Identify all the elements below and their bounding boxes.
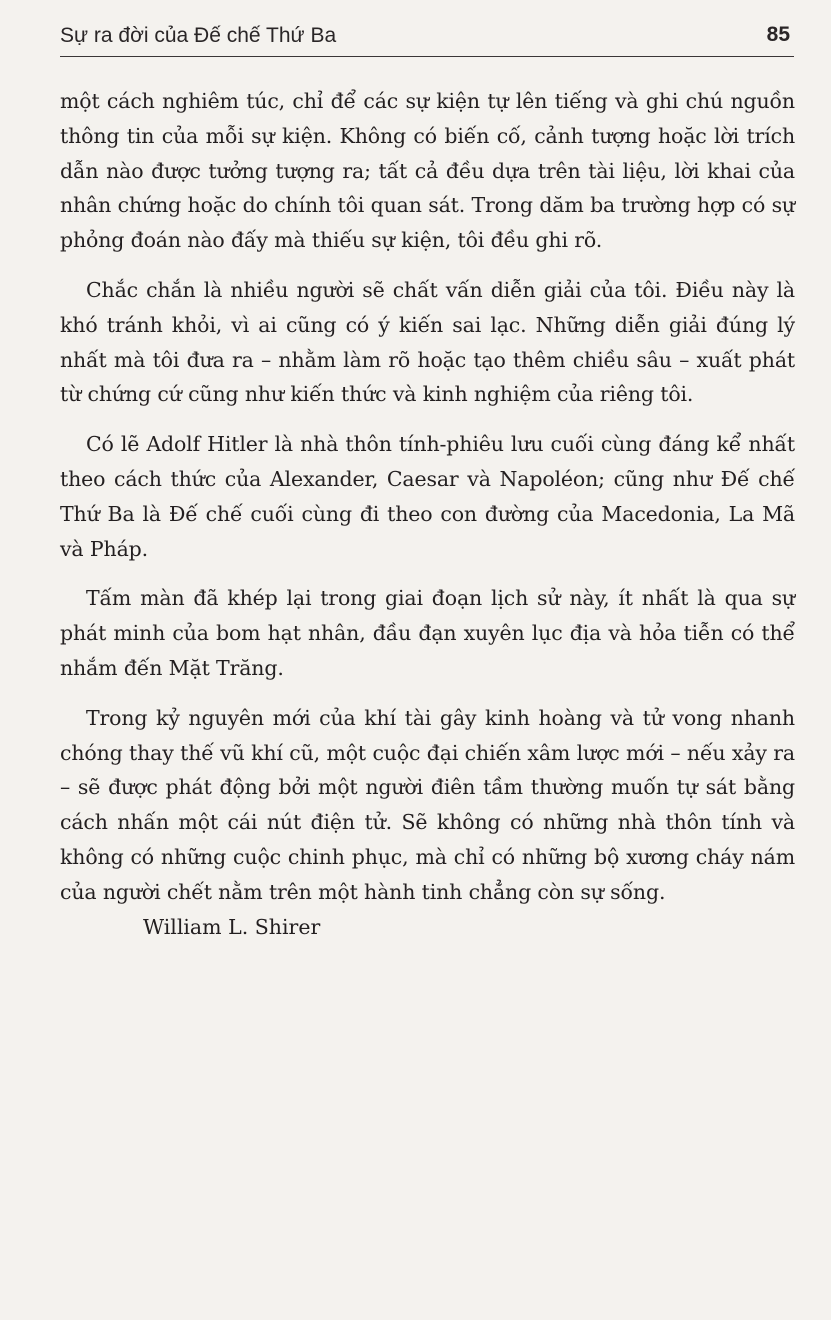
paragraph-5: Trong kỷ nguyên mới của khí tài gây kinh hoàng và tử vong nhanh chóng thay thế vũ khí cũ, một cuộc đại chiến xâm lược mới – nếu xảy ra – sẽ được phát động bởi một người điên tầm thường muốn tự sát bằng cách nhấn một cái nút điện tử. Sẽ không có những nhà thôn tính và không có những cuộc chinh phục, mà chỉ có những bộ xương cháy nám của người chết nằm trên một hành tinh chẳng còn sự sống.	[60, 705, 795, 904]
paragraph-2: Chắc chắn là nhiều người sẽ chất vấn diễn giải của tôi. Điều này là khó tránh khỏi, vì ai cũng có ý kiến sai lạc. Những diễn giải đúng lý nhất mà tôi đưa ra – nhằm làm rõ hoặc tạo thêm chiều sâu – xuất phát từ chứng cứ cũng như kiến thức và kinh nghiệm của riêng tôi.	[60, 277, 795, 407]
body-text	[60, 84, 795, 925]
author-signature: William L. Shirer	[143, 915, 321, 939]
page-number: 85	[766, 23, 790, 46]
chapter-title: Sự ra đời của Đế chế Thứ Ba	[60, 24, 337, 47]
paragraph-3: Có lẽ Adolf Hitler là nhà thôn tính-phiêu lưu cuối cùng đáng kể nhất theo cách thức của Alexander, Caesar và Napoléon; cũng như Đế chế Thứ Ba là Đế chế cuối cùng đi theo con đường của Macedonia, La Mã và Pháp.	[60, 432, 795, 561]
paragraph-4: Tấm màn đã khép lại trong giai đoạn lịch sử này, ít nhất là qua sự phát minh của bom hạt nhân, đầu đạn xuyên lục địa và hỏa tiễn có thể nhắm đến Mặt Trăng.	[60, 586, 795, 680]
paragraph-1: một cách nghiêm túc, chỉ để các sự kiện tự lên tiếng và ghi chú nguồn thông tin của mỗi sự kiện. Không có biến cố, cảnh tượng hoặc lời trích dẫn nào được tưởng tượng ra; tất cả đều dựa trên tài liệu, lời khai của nhân chứng hoặc do chính tôi quan sát. Trong dăm ba trường hợp có sự phỏng đoán nào đấy mà thiếu sự kiện, tôi đều ghi rõ.	[60, 89, 795, 253]
running-header	[60, 22, 794, 57]
